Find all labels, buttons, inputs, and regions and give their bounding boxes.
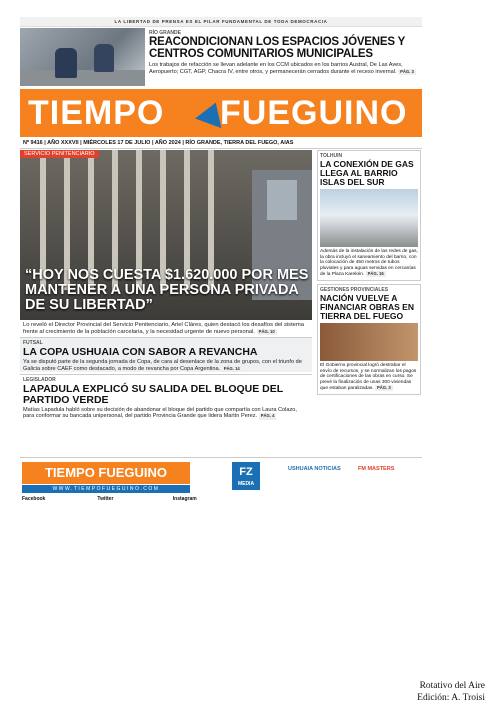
side1-tag: TOLHUIN bbox=[320, 153, 343, 159]
fz-media-logo: FZ MEDIA bbox=[232, 462, 260, 490]
side2-headline: NACIÓN VUELVE A FINANCIAR OBRAS EN TIERRA DEL FUEGO bbox=[320, 292, 414, 321]
top-story-headline: REACONDICIONAN LOS ESPACIOS JÓVENES Y CENTROS COMUNITARIOS MUNICIPALES bbox=[149, 36, 405, 60]
masthead-title-2: FUEGUINO bbox=[220, 94, 408, 132]
website-link[interactable]: WWW.TIEMPOFUEGUINO.COM bbox=[22, 485, 190, 493]
dateline: Nº 9416 | AÑO XXXVII | MIÉRCOLES 17 DE JULIO | AÑO 2024 | RÍO GRANDE, TIERRA DEL FUEGO, AIAS bbox=[20, 138, 422, 149]
side1-photo bbox=[320, 189, 418, 247]
twitter-link[interactable]: Twitter bbox=[97, 496, 114, 502]
ushuaia-noticias-logo: USHUAIA NOTICIAS bbox=[288, 466, 341, 472]
main-story-photo[interactable] bbox=[20, 150, 312, 320]
instagram-link[interactable]: Instagram bbox=[172, 496, 197, 502]
story-futsal[interactable] bbox=[20, 337, 312, 372]
story-futsal-body: Ya se disputó parte de la segunda jornada de Copa, de cara al desenlace de la zona de grupos, con el triunfo de Galicia sobre CAEF como destacado, a modo de revancha por Copa Argentina. PÁG. 14 bbox=[23, 359, 302, 372]
top-story-body: Los trabajos de refacción se llevan adelante en los CCM ubicados en los barrios Austral, De Las Aves, Aeropuerto; CGT, AGP, Chacra IV, entre otros, y permanecerán cerrados durante el receso invernal. PÁG. 3 bbox=[149, 62, 414, 75]
side2-photo bbox=[320, 323, 418, 361]
side-story-gas[interactable] bbox=[317, 150, 421, 281]
top-story-tag: RÍO GRANDE bbox=[149, 30, 181, 36]
story-legis-body: Matías Lapadula habló sobre su decisión de abandonar el bloque del partido que compartía con Laura Colazo, para conformar su bancada unipersonal, del partido Provincia Grande que lidera Martín Perez. PÁG. 4 bbox=[23, 407, 297, 420]
facebook-link[interactable]: Facebook bbox=[22, 496, 46, 502]
newspaper-front-page bbox=[20, 17, 422, 515]
story-futsal-tag: FUTSAL bbox=[23, 340, 43, 347]
masthead bbox=[20, 89, 422, 137]
side-story-financing[interactable] bbox=[317, 284, 421, 395]
story-legislador[interactable] bbox=[20, 374, 312, 420]
bottom-band bbox=[20, 457, 422, 514]
side2-body: El Gobierno provincial logró destrabar el envío de recursos, y se normalizan los pagos de certificaciones de las obras en curso. Se prevé la finalización de unas 300 viviendas que estaban paralizadas. PÁG. 3 bbox=[320, 362, 417, 392]
side1-headline: LA CONEXIÓN DE GAS LLEGA AL BARRIO ISLAS DEL SUR bbox=[320, 159, 414, 187]
caption-line-1: Rotativo del Aire bbox=[419, 681, 485, 691]
fm-masters-logo: FM MASTERS bbox=[358, 466, 395, 472]
side1-body: Además de la instalación de las redes de gas, la obra incluyó el saneamiento del barrio, con la colocación de 450 metros de tubos pluviales y para aguas servidas en cercanías de la Plaza Karekén. PÁG. 16 bbox=[320, 249, 418, 278]
top-story[interactable] bbox=[20, 28, 422, 88]
caption-line-2: Edición: A. Troisi bbox=[417, 693, 485, 703]
top-banner: LA LIBERTAD DE PRENSA ES EL PILAR FUNDAMENTAL DE TODA DEMOCRACIA bbox=[20, 17, 422, 27]
masthead-title-1: TIEMPO bbox=[28, 94, 165, 132]
top-story-photo bbox=[20, 28, 145, 86]
caption bbox=[417, 680, 485, 704]
main-story-body: Lo reveló el Director Provincial del Servicio Penitenciario, Ariel Cláres, quien destacó los desafíos del sistema frente al crecimiento de la población carcelaria, y la necesidad urgente de nuevo personal. PÁG. 10 bbox=[23, 322, 304, 335]
main-story-tag: SERVICIO PENITENCIARIO bbox=[20, 150, 99, 158]
side2-tag: GESTIONES PROVINCIALES bbox=[320, 286, 389, 293]
story-futsal-headline: LA COPA USHUAIA CON SABOR A REVANCHA bbox=[23, 346, 258, 359]
story-legis-tag: LEGISLADOR bbox=[23, 377, 56, 383]
main-story-headline: “HOY NOS CUESTA $1.620.000 POR MES MANTENER A UNA PERSONA PRIVADA DE SU LIBERTAD” bbox=[25, 267, 309, 313]
footer-logo: TIEMPO FUEGUINO bbox=[22, 462, 190, 484]
story-legis-headline: LAPADULA EXPLICÓ SU SALIDA DEL BLOQUE DEL PARTIDO VERDE bbox=[23, 383, 283, 406]
